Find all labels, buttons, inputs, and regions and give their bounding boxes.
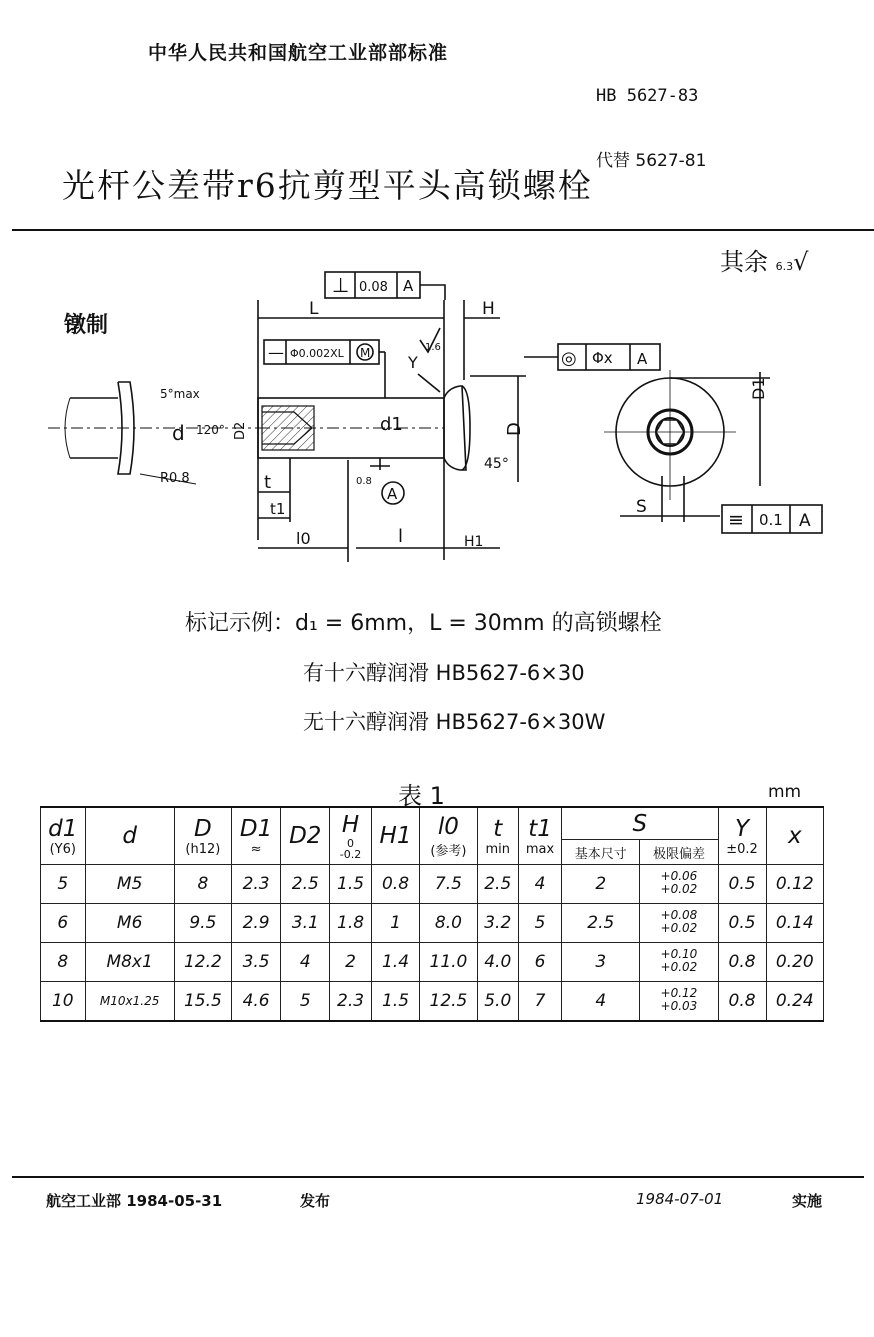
cell-t: 2.5 (477, 865, 518, 904)
cell-l0: 7.5 (420, 865, 477, 904)
datum-A: A (387, 485, 398, 503)
cell-D1: 2.9 (232, 904, 281, 943)
bolt-drawing (0, 260, 874, 580)
cell-t: 4.0 (477, 943, 518, 982)
cell-d1: 10 (41, 982, 86, 1022)
cell-S: 2.5 (562, 904, 640, 943)
straight-symbol: — (268, 343, 284, 362)
cell-S-dev: +0.06 +0.02 (640, 865, 718, 904)
roughness-value: 6.3 (775, 260, 794, 273)
cell-H: 2.3 (330, 982, 371, 1022)
dim-H: H (482, 299, 495, 319)
dim-S: S (636, 497, 647, 517)
cell-d: M10x1.25 (85, 982, 174, 1022)
table-unit: mm (768, 782, 802, 802)
straight-tol: Φ0.002XL (290, 347, 344, 360)
dim-d1: d1 (380, 414, 403, 435)
table-title: 表 1 (398, 782, 445, 810)
dim-D1: D1 (749, 377, 768, 400)
roughness-label: 其余 (720, 248, 768, 276)
marking-without-lube: 无十六醇润滑 HB5627-6×30W (303, 710, 606, 734)
th-d: d (85, 807, 174, 865)
th-H: H 0 -0.2 (330, 807, 371, 865)
standard-number: HB 5627-83 (596, 86, 699, 106)
issued-label: 发布 (300, 1192, 331, 1210)
cell-x: 0.14 (766, 904, 823, 943)
cell-t1: 5 (518, 904, 561, 943)
sym-datum: A (799, 511, 811, 531)
cell-D1: 3.5 (232, 943, 281, 982)
cell-D: 8 (174, 865, 231, 904)
concentric-symbol: ◎ (561, 348, 577, 369)
issuing-organization: 中华人民共和国航空工业部部标准 (148, 42, 449, 64)
manufacturing-method: 镦制 (64, 313, 109, 338)
sym-tol: 0.1 (759, 511, 783, 529)
cell-S-dev: +0.08 +0.02 (640, 904, 718, 943)
cell-x: 0.12 (766, 865, 823, 904)
straight-mod: M (360, 346, 371, 360)
perp-symbol: ⊥ (332, 273, 350, 297)
cell-t: 3.2 (477, 904, 518, 943)
dim-t: t (264, 472, 272, 493)
perp-datum: A (403, 277, 414, 295)
cell-l0: 11.0 (420, 943, 477, 982)
roughness-symbol-icon: √ (793, 248, 809, 276)
angle-120: 120° (196, 423, 225, 437)
header-rule (12, 229, 874, 231)
dim-d: d (172, 421, 185, 445)
cell-D: 9.5 (174, 904, 231, 943)
dim-l0: l0 (296, 529, 311, 548)
cell-d1: 8 (41, 943, 86, 982)
th-D2: D2 (281, 807, 330, 865)
cell-S: 4 (562, 982, 640, 1022)
cell-S-dev: +0.12 +0.03 (640, 982, 718, 1022)
cell-D2: 2.5 (281, 865, 330, 904)
th-t1: t1 max (518, 807, 561, 865)
cell-H1: 1.4 (371, 943, 420, 982)
dim-D2: D2 (233, 421, 248, 440)
replaces-standard: 代替 5627-81 (596, 151, 707, 171)
cell-d: M6 (85, 904, 174, 943)
effective-date: 1984-07-01 (636, 1190, 724, 1208)
th-l0: l0 (参考) (420, 807, 477, 865)
cell-D2: 4 (281, 943, 330, 982)
dim-l: l (398, 526, 404, 547)
ra-1-6: 1.6 (425, 342, 441, 353)
perp-tol: 0.08 (359, 280, 388, 295)
cell-D: 12.2 (174, 943, 231, 982)
th-S-basic: 基本尺寸 (562, 840, 640, 865)
marking-example: 标记示例：d₁ = 6mm，L = 30mm 的高锁螺栓 (185, 611, 662, 636)
table-row (41, 943, 824, 982)
cell-Y: 0.8 (718, 943, 766, 982)
th-D: D (h12) (174, 807, 231, 865)
concentric-datum: A (637, 350, 648, 368)
cell-d: M8x1 (85, 943, 174, 982)
concentric-tol: Φx (592, 349, 613, 367)
cell-S: 2 (562, 865, 640, 904)
cell-Y: 0.8 (718, 982, 766, 1022)
cell-D1: 2.3 (232, 865, 281, 904)
th-S: S (562, 807, 718, 840)
radius-R08: R0.8 (160, 471, 190, 486)
angle-5max: 5°max (160, 387, 200, 401)
th-H1: H1 (371, 807, 420, 865)
cell-l0: 12.5 (420, 982, 477, 1022)
cell-l0: 8.0 (420, 904, 477, 943)
th-t: t min (477, 807, 518, 865)
issuer-date: 航空工业部 1984-05-31 (46, 1192, 223, 1210)
document-title: 光杆公差带r6抗剪型平头高锁螺栓 (62, 166, 593, 205)
dim-D: D (504, 422, 525, 436)
ra-0-8: 0.8 (356, 476, 372, 487)
th-S-dev: 极限偏差 (640, 840, 718, 865)
cell-H: 1.5 (330, 865, 371, 904)
footer-rule (12, 1176, 864, 1178)
table-row (41, 982, 824, 1022)
straightness-frame (264, 340, 385, 398)
perpendicularity-frame (325, 272, 445, 300)
cell-S-dev: +0.10 +0.02 (640, 943, 718, 982)
cell-H1: 1 (371, 904, 420, 943)
cell-H1: 0.8 (371, 865, 420, 904)
dim-t1: t1 (270, 500, 286, 518)
cell-S: 3 (562, 943, 640, 982)
effective-label: 实施 (792, 1192, 823, 1210)
th-x: x (766, 807, 823, 865)
cell-Y: 0.5 (718, 865, 766, 904)
cell-t1: 4 (518, 865, 561, 904)
angle-45: 45° (484, 456, 509, 472)
marking-with-lube: 有十六醇润滑 HB5627-6×30 (303, 661, 585, 685)
symmetry-frame (722, 505, 822, 533)
cell-t1: 7 (518, 982, 561, 1022)
table-row (41, 865, 824, 904)
label-Y: Y (408, 353, 418, 372)
cell-t: 5.0 (477, 982, 518, 1022)
cell-d1: 6 (41, 904, 86, 943)
cell-D2: 3.1 (281, 904, 330, 943)
dim-L: L (309, 299, 319, 319)
table-row (41, 904, 824, 943)
cell-H: 1.8 (330, 904, 371, 943)
cell-d: M5 (85, 865, 174, 904)
cell-D: 15.5 (174, 982, 231, 1022)
dim-H1: H1 (464, 534, 484, 550)
th-D1: D1 ≈ (232, 807, 281, 865)
cell-x: 0.24 (766, 982, 823, 1022)
dimension-table (40, 806, 824, 1022)
cell-Y: 0.5 (718, 904, 766, 943)
end-view (604, 370, 770, 522)
cell-H: 2 (330, 943, 371, 982)
th-d1: d1 (Y6) (41, 807, 86, 865)
th-Y: Y ±0.2 (718, 807, 766, 865)
cell-t1: 6 (518, 943, 561, 982)
cell-H1: 1.5 (371, 982, 420, 1022)
cell-x: 0.20 (766, 943, 823, 982)
cell-D2: 5 (281, 982, 330, 1022)
cell-D1: 4.6 (232, 982, 281, 1022)
sym-symbol: ≡ (728, 509, 744, 531)
cell-d1: 5 (41, 865, 86, 904)
concentricity-frame (524, 344, 660, 370)
